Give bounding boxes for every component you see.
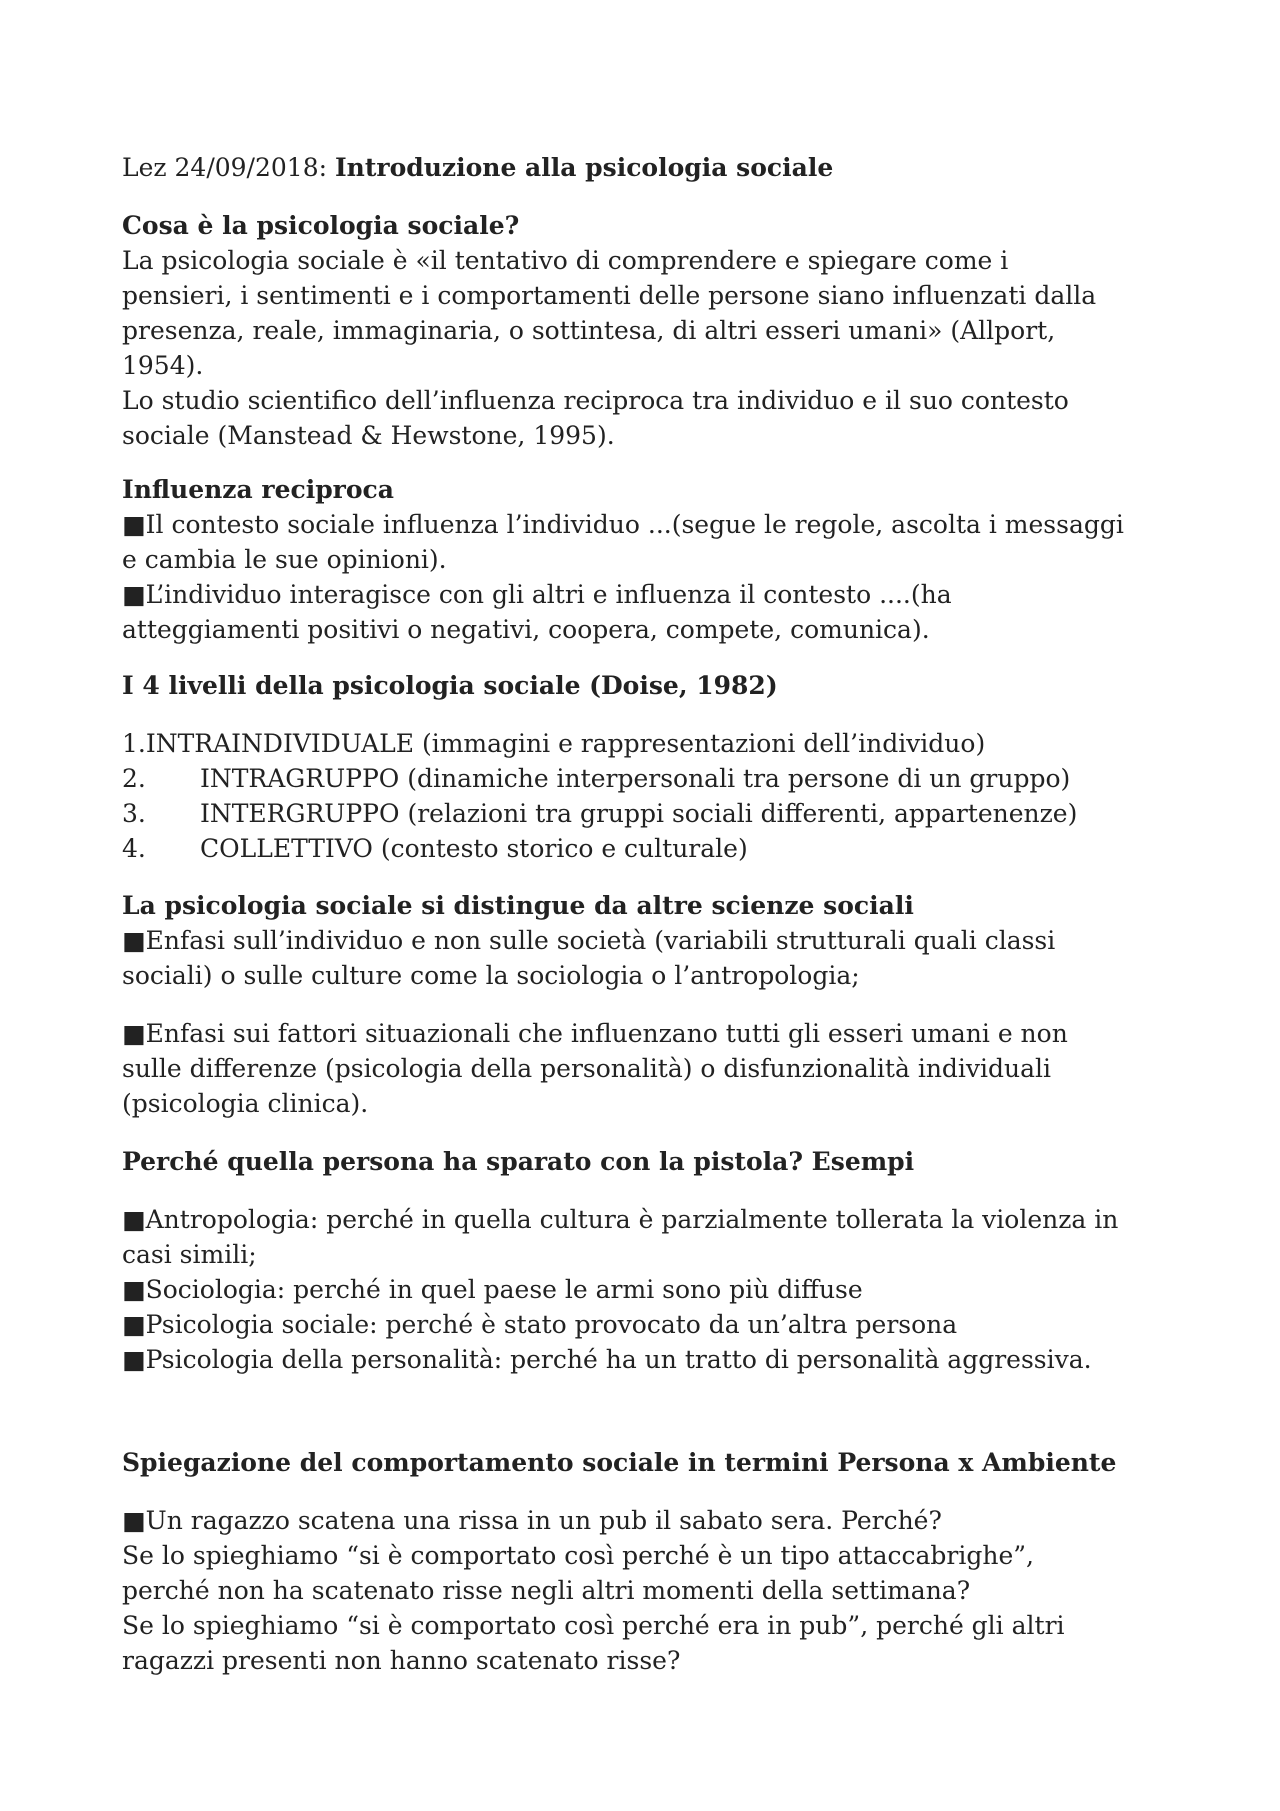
lecture-title-text: Introduzione alla psicologia sociale [334, 153, 834, 182]
text-line: ■Il contesto sociale influenza l’individuo ...(segue le regole, ascolta i messaggi [122, 510, 1124, 539]
text-line: sociale (Manstead & Hewstone, 1995). [122, 421, 615, 450]
list-item [122, 831, 1172, 866]
section-person-environment [122, 1445, 1172, 1480]
section-reciprocal-influence [122, 472, 1172, 647]
section-heading: Cosa è la psicologia sociale? [122, 211, 520, 240]
text-line: Lo studio scientifico dell’influenza reciproca tra individuo e il suo contesto [122, 386, 1069, 415]
list-number: 3. [122, 799, 146, 828]
section-examples [122, 1144, 1172, 1179]
list-number: 2. [122, 764, 146, 793]
text-line: ■Enfasi sull’individuo e non sulle società (variabili strutturali quali classi [122, 926, 1056, 955]
text-line: La psicologia sociale è «il tentativo di comprendere e spiegare come i [122, 246, 1009, 275]
text-line: sociali) o sulle culture come la sociologia o l’antropologia; [122, 961, 860, 990]
text-line: ■Un ragazzo scatena una rissa in un pub il sabato sera. Perché? [122, 1506, 942, 1535]
list-item [122, 761, 1172, 796]
text-line: casi simili; [122, 1240, 257, 1269]
lecture-title [122, 150, 1172, 185]
list-number: 1. [122, 729, 146, 758]
section-what-is [122, 208, 1172, 453]
text-line: ■Antropologia: perché in quella cultura è parzialmente tollerata la violenza in [122, 1205, 1119, 1234]
text-line: ■Sociologia: perché in quel paese le armi sono più diffuse [122, 1275, 863, 1304]
text-line: Se lo spieghiamo “si è comportato così perché era in pub”, perché gli altri [122, 1611, 1065, 1640]
section-heading: La psicologia sociale si distingue da altre scienze sociali [122, 891, 914, 920]
list-item [122, 726, 1172, 761]
text-line: presenza, reale, immaginaria, o sottintesa, di altri esseri umani» (Allport, [122, 316, 1056, 345]
section-heading: Influenza reciproca [122, 475, 394, 504]
text-line: ■Psicologia della personalità: perché ha un tratto di personalità aggressiva. [122, 1345, 1092, 1374]
text-line: ■Enfasi sui fattori situazionali che influenzano tutti gli esseri umani e non [122, 1019, 1068, 1048]
section-heading: Perché quella persona ha sparato con la pistola? Esempi [122, 1147, 915, 1176]
text-line: ■L’individuo interagisce con gli altri e influenza il contesto ....(ha [122, 580, 952, 609]
text-line: e cambia le sue opinioni). [122, 545, 447, 574]
text-line: sulle differenze (psicologia della personalità) o disfunzionalità individuali [122, 1054, 1052, 1083]
section-four-levels [122, 668, 1172, 703]
list-item [122, 796, 1172, 831]
list-text: INTRAINDIVIDUALE (immagini e rappresentazioni dell’individuo) [145, 729, 986, 758]
text-line: 1954). [122, 351, 204, 380]
person-environment-text [122, 1503, 1172, 1678]
text-line: ■Psicologia sociale: perché è stato provocato da un’altra persona [122, 1310, 958, 1339]
text-line: ragazzi presenti non hanno scatenato risse? [122, 1646, 681, 1675]
list-number: 4. [122, 834, 146, 863]
text-line: (psicologia clinica). [122, 1089, 369, 1118]
list-text: COLLETTIVO (contesto storico e culturale) [200, 834, 748, 863]
text-line: Se lo spieghiamo “si è comportato così perché è un tipo attaccabrighe”, [122, 1541, 1034, 1570]
levels-list [122, 726, 1172, 866]
section-heading: I 4 livelli della psicologia sociale (Doise, 1982) [122, 671, 778, 700]
examples-list [122, 1202, 1172, 1377]
section-distinction [122, 888, 1172, 993]
lecture-date: Lez 24/09/2018: [122, 153, 335, 182]
section-distinction-p2 [122, 1016, 1172, 1121]
list-text: INTERGRUPPO (relazioni tra gruppi sociali differenti, appartenenze) [200, 799, 1078, 828]
section-heading: Spiegazione del comportamento sociale in termini Persona x Ambiente [122, 1448, 1117, 1477]
text-line: perché non ha scatenato risse negli altri momenti della settimana? [122, 1576, 971, 1605]
text-line: pensieri, i sentimenti e i comportamenti delle persone siano influenzati dalla [122, 281, 1097, 310]
text-line: atteggiamenti positivi o negativi, coopera, compete, comunica). [122, 615, 930, 644]
list-text: INTRAGRUPPO (dinamiche interpersonali tra persone di un gruppo) [200, 764, 1071, 793]
